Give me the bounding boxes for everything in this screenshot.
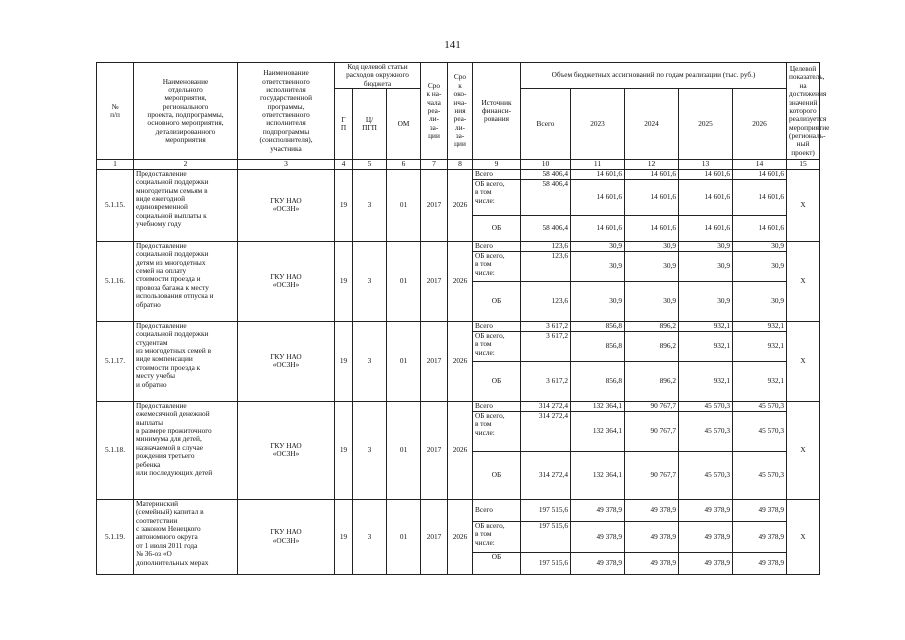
amount-cell: 132 364,1 xyxy=(571,401,625,411)
end-year: 2026 xyxy=(448,241,473,321)
amount-cell: 197 515,6 xyxy=(521,499,571,521)
code-gp: 19 xyxy=(335,499,353,574)
start-year: 2017 xyxy=(421,321,448,401)
amount-cell: 932,1 xyxy=(679,361,733,401)
amount-cell: 14 601,6 xyxy=(571,179,625,215)
amount-cell: 856,8 xyxy=(571,321,625,331)
amount-cell: 14 601,6 xyxy=(733,215,787,241)
source-ob-sub-label: ОБ xyxy=(473,215,521,241)
header-code-om: ОМ xyxy=(387,89,421,160)
column-number: 6 xyxy=(387,160,421,170)
column-number: 10 xyxy=(521,160,571,170)
code-pgp: 3 xyxy=(353,241,387,321)
code-pgp: 3 xyxy=(353,499,387,574)
header-code: Код целевой статьи расходов окружного бюджета xyxy=(335,63,421,89)
amount-cell: 14 601,6 xyxy=(625,179,679,215)
row-number: 5.1.16. xyxy=(97,241,134,321)
amount-cell: 14 601,6 xyxy=(571,169,625,179)
amount-cell: 14 601,6 xyxy=(625,215,679,241)
amount-cell: 314 272,4 xyxy=(521,411,571,451)
header-source: Источник финанси- рования xyxy=(473,63,521,160)
header-year-2023: 2023 xyxy=(571,89,625,160)
column-number: 7 xyxy=(421,160,448,170)
amount-cell: 14 601,6 xyxy=(733,179,787,215)
amount-cell: 896,2 xyxy=(625,361,679,401)
column-number: 11 xyxy=(571,160,625,170)
target-indicator: X xyxy=(787,499,820,574)
table-row xyxy=(97,499,820,521)
amount-cell: 90 767,7 xyxy=(625,451,679,499)
header-executor: Наименование ответственного исполнителя государственной программы, ответственного исполнителя подпрограммы (соисполнителя), участника xyxy=(238,63,335,160)
code-pgp: 3 xyxy=(353,169,387,241)
amount-cell: 49 378,9 xyxy=(733,521,787,552)
amount-cell: 197 515,6 xyxy=(521,552,571,574)
column-number: 5 xyxy=(353,160,387,170)
budget-table xyxy=(96,62,830,575)
amount-cell: 932,1 xyxy=(733,321,787,331)
amount-cell: 30,9 xyxy=(571,281,625,321)
amount-cell: 14 601,6 xyxy=(625,169,679,179)
header-code-gp: Г П xyxy=(335,89,353,160)
amount-cell: 49 378,9 xyxy=(733,499,787,521)
start-year: 2017 xyxy=(421,499,448,574)
code-om: 01 xyxy=(387,169,421,241)
amount-cell: 123,6 xyxy=(521,251,571,281)
start-year: 2017 xyxy=(421,169,448,241)
target-indicator: X xyxy=(787,401,820,499)
source-total-label: Всего xyxy=(473,499,521,521)
source-ob-sub-label: ОБ xyxy=(473,281,521,321)
amount-cell: 30,9 xyxy=(733,241,787,251)
code-pgp: 3 xyxy=(353,401,387,499)
amount-cell: 30,9 xyxy=(679,251,733,281)
amount-cell: 197 515,6 xyxy=(521,521,571,552)
target-indicator: X xyxy=(787,169,820,241)
executor: ГКУ НАО «ОСЗН» xyxy=(238,241,335,321)
column-number: 1 xyxy=(97,160,134,170)
amount-cell: 49 378,9 xyxy=(679,499,733,521)
source-ob-sub-label: ОБ xyxy=(473,552,521,574)
code-pgp: 3 xyxy=(353,321,387,401)
source-total-label: Всего xyxy=(473,169,521,179)
header-year-2026: 2026 xyxy=(733,89,787,160)
code-gp: 19 xyxy=(335,321,353,401)
amount-cell: 932,1 xyxy=(733,361,787,401)
amount-cell: 896,2 xyxy=(625,321,679,331)
column-number: 2 xyxy=(134,160,238,170)
amount-cell: 856,8 xyxy=(571,331,625,361)
end-year: 2026 xyxy=(448,321,473,401)
amount-cell: 30,9 xyxy=(733,251,787,281)
end-year: 2026 xyxy=(448,401,473,499)
column-number-row xyxy=(97,160,820,170)
source-total-label: Всего xyxy=(473,241,521,251)
amount-cell: 45 570,3 xyxy=(733,451,787,499)
amount-cell: 14 601,6 xyxy=(679,179,733,215)
start-year: 2017 xyxy=(421,241,448,321)
amount-cell: 123,6 xyxy=(521,281,571,321)
measure-name: Предоставление социальной поддержки студентам из многодетных семей в виде компенсации стоимости проезда к месту учебы и обратно xyxy=(134,321,238,401)
end-year: 2026 xyxy=(448,169,473,241)
code-om: 01 xyxy=(387,321,421,401)
amount-cell: 58 406,4 xyxy=(521,215,571,241)
source-ob-sub-label: ОБ xyxy=(473,451,521,499)
amount-cell: 90 767,7 xyxy=(625,401,679,411)
amount-cell: 132 364,1 xyxy=(571,451,625,499)
source-total-label: Всего xyxy=(473,401,521,411)
header-name: Наименование отдельного мероприятия, регионального проекта, подпрограммы, основного мероприятия, детализированного мероприятия xyxy=(134,63,238,160)
header-start: Сро к на- чала реа- ли- за- ции xyxy=(421,63,448,160)
code-gp: 19 xyxy=(335,241,353,321)
amount-cell: 30,9 xyxy=(571,241,625,251)
amount-cell: 3 617,2 xyxy=(521,331,571,361)
amount-cell: 45 570,3 xyxy=(679,411,733,451)
amount-cell: 45 570,3 xyxy=(679,451,733,499)
column-number: 9 xyxy=(473,160,521,170)
column-number: 12 xyxy=(625,160,679,170)
amount-cell: 14 601,6 xyxy=(733,169,787,179)
amount-cell: 932,1 xyxy=(679,331,733,361)
amount-cell: 314 272,4 xyxy=(521,451,571,499)
amount-cell: 45 570,3 xyxy=(733,401,787,411)
code-om: 01 xyxy=(387,241,421,321)
amount-cell: 14 601,6 xyxy=(679,215,733,241)
table-row xyxy=(97,241,820,251)
executor: ГКУ НАО «ОСЗН» xyxy=(238,321,335,401)
column-number: 15 xyxy=(787,160,820,170)
amount-cell: 314 272,4 xyxy=(521,401,571,411)
row-number: 5.1.15. xyxy=(97,169,134,241)
amount-cell: 49 378,9 xyxy=(571,499,625,521)
measure-name: Предоставление социальной поддержки детям из многодетных семей на оплату стоимости проезда и провоза багажа к месту использования отпуска и обратно xyxy=(134,241,238,321)
column-number: 13 xyxy=(679,160,733,170)
page-number: 141 xyxy=(444,39,461,51)
amount-cell: 30,9 xyxy=(625,241,679,251)
column-number: 4 xyxy=(335,160,353,170)
executor: ГКУ НАО «ОСЗН» xyxy=(238,401,335,499)
target-indicator: X xyxy=(787,321,820,401)
source-ob-label: ОБ всего, в том числе: xyxy=(473,331,521,361)
table-row xyxy=(97,401,820,411)
executor: ГКУ НАО «ОСЗН» xyxy=(238,169,335,241)
amount-cell: 49 378,9 xyxy=(625,521,679,552)
amount-cell: 30,9 xyxy=(625,281,679,321)
amount-cell: 58 406,4 xyxy=(521,169,571,179)
source-ob-label: ОБ всего, в том числе: xyxy=(473,411,521,451)
header-num: № п/п xyxy=(97,63,134,160)
header-end: Сро к око- нча- ния реа- ли- за- ции xyxy=(448,63,473,160)
header-year-2025: 2025 xyxy=(679,89,733,160)
row-number: 5.1.18. xyxy=(97,401,134,499)
header-volume: Объем бюджетных ассигнований по годам реализации (тыс. руб.) xyxy=(521,63,787,89)
code-om: 01 xyxy=(387,401,421,499)
amount-cell: 58 406,4 xyxy=(521,179,571,215)
source-ob-label: ОБ всего, в том числе: xyxy=(473,251,521,281)
header-total: Всего xyxy=(521,89,571,160)
amount-cell: 49 378,9 xyxy=(679,521,733,552)
target-indicator: X xyxy=(787,241,820,321)
amount-cell: 49 378,9 xyxy=(625,499,679,521)
source-ob-label: ОБ всего, в том числе: xyxy=(473,179,521,215)
amount-cell: 30,9 xyxy=(679,281,733,321)
row-number: 5.1.19. xyxy=(97,499,134,574)
amount-cell: 90 767,7 xyxy=(625,411,679,451)
code-gp: 19 xyxy=(335,169,353,241)
amount-cell: 132 364,1 xyxy=(571,411,625,451)
row-number: 5.1.17. xyxy=(97,321,134,401)
amount-cell: 30,9 xyxy=(679,241,733,251)
amount-cell: 123,6 xyxy=(521,241,571,251)
table-row xyxy=(97,169,820,179)
amount-cell: 49 378,9 xyxy=(571,521,625,552)
source-total-label: Всего xyxy=(473,321,521,331)
amount-cell: 3 617,2 xyxy=(521,361,571,401)
amount-cell: 45 570,3 xyxy=(679,401,733,411)
code-om: 01 xyxy=(387,499,421,574)
amount-cell: 45 570,3 xyxy=(733,411,787,451)
amount-cell: 932,1 xyxy=(679,321,733,331)
amount-cell: 14 601,6 xyxy=(679,169,733,179)
header-year-2024: 2024 xyxy=(625,89,679,160)
amount-cell: 49 378,9 xyxy=(733,552,787,574)
column-number: 3 xyxy=(238,160,335,170)
executor: ГКУ НАО «ОСЗН» xyxy=(238,499,335,574)
measure-name: Предоставление социальной поддержки многодетным семьям в виде ежегодной единовременной социальной выплаты к учебному году xyxy=(134,169,238,241)
amount-cell: 30,9 xyxy=(625,251,679,281)
amount-cell: 3 617,2 xyxy=(521,321,571,331)
column-number: 8 xyxy=(448,160,473,170)
amount-cell: 932,1 xyxy=(733,331,787,361)
amount-cell: 896,2 xyxy=(625,331,679,361)
amount-cell: 49 378,9 xyxy=(625,552,679,574)
amount-cell: 30,9 xyxy=(571,251,625,281)
amount-cell: 49 378,9 xyxy=(571,552,625,574)
amount-cell: 14 601,6 xyxy=(571,215,625,241)
amount-cell: 856,8 xyxy=(571,361,625,401)
table-row xyxy=(97,321,820,331)
end-year: 2026 xyxy=(448,499,473,574)
header-target: Целевой показатель, на достижения значений которого реализуется мероприятие (региональ- ный проект) xyxy=(787,63,820,160)
amount-cell: 49 378,9 xyxy=(679,552,733,574)
source-ob-label: ОБ всего, в том числе: xyxy=(473,521,521,552)
code-gp: 19 xyxy=(335,401,353,499)
measure-name: Предоставление ежемесячной денежной выплаты в размере прожиточного минимума для детей, назначаемой в случае рождения третьего ребенка или последующих детей xyxy=(134,401,238,499)
column-number: 14 xyxy=(733,160,787,170)
source-ob-sub-label: ОБ xyxy=(473,361,521,401)
amount-cell: 30,9 xyxy=(733,281,787,321)
start-year: 2017 xyxy=(421,401,448,499)
header-code-pgp: Ц/ ПГП xyxy=(353,89,387,160)
measure-name: Материнский (семейный) капитал в соответствии с законом Ненецкого автономного округа от 1 июля 2011 года № 36-оз «О дополнительных мерах xyxy=(134,499,238,574)
